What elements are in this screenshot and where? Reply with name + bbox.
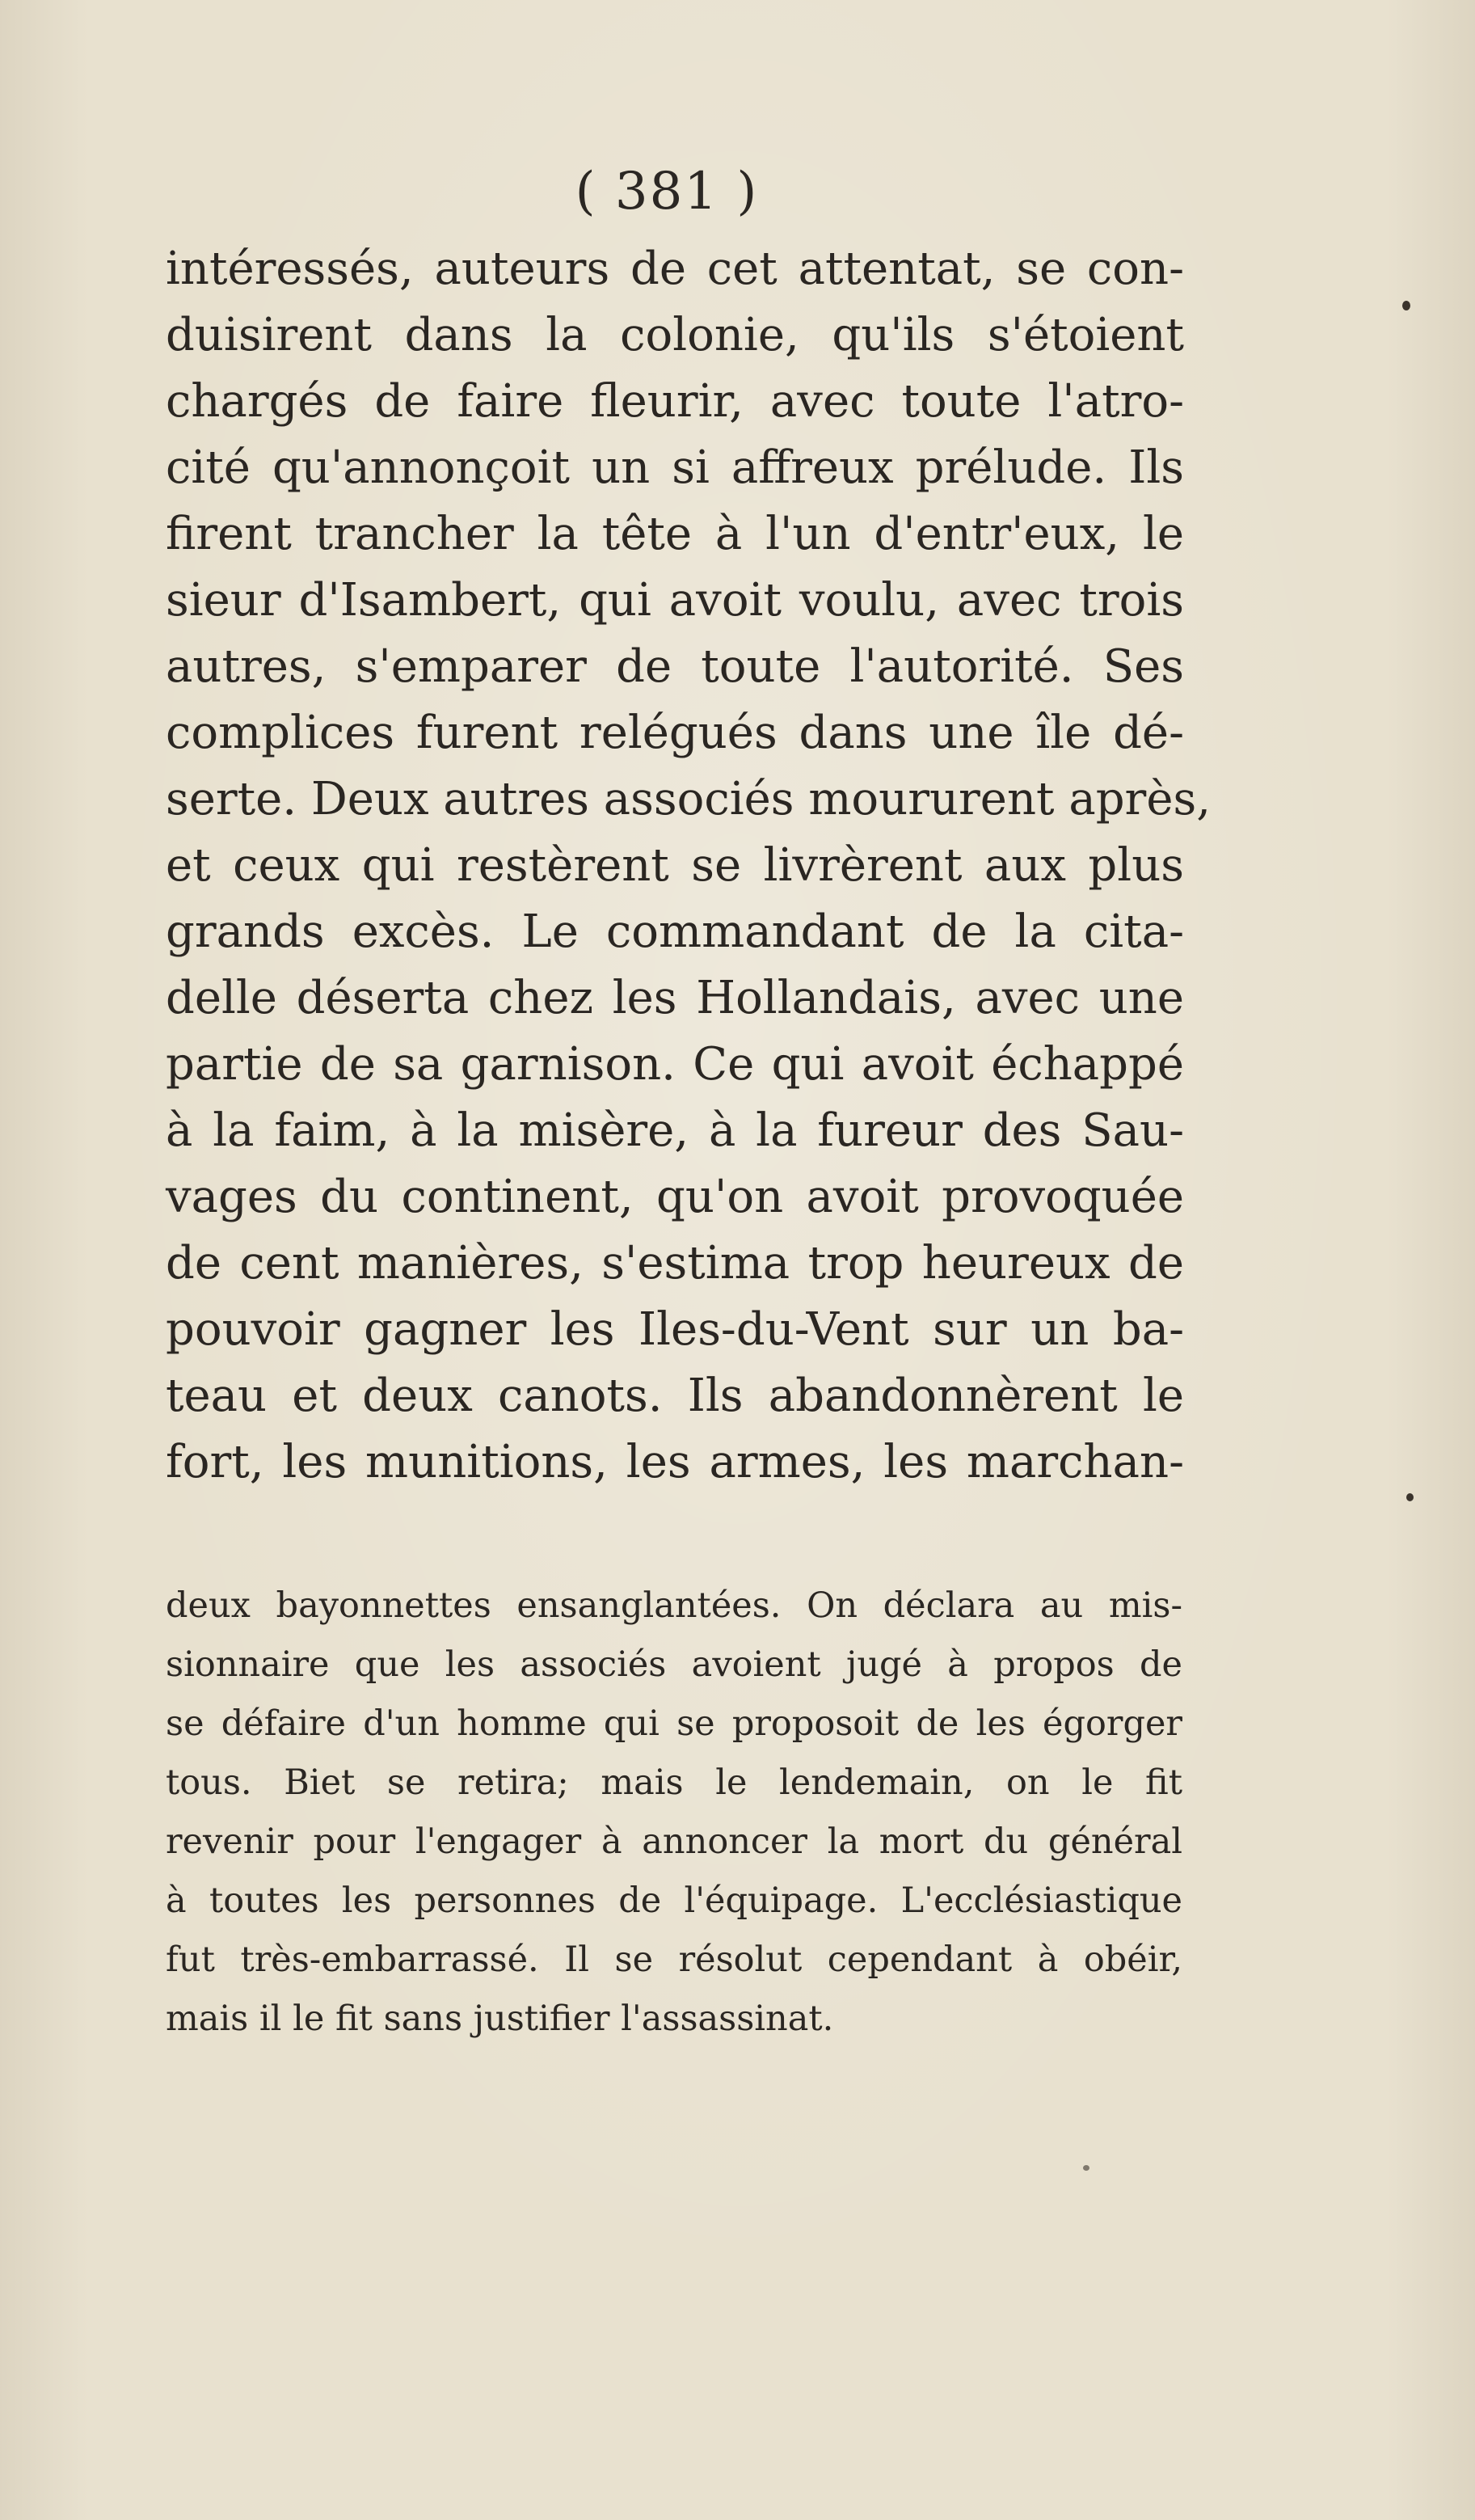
body-line: sieur d'Isambert, qui avoit voulu, avec trois	[166, 574, 1184, 627]
body-line: complices furent relégués dans une île dé-	[166, 707, 1184, 759]
body-line: autres, s'emparer de toute l'autorité. Ses	[166, 640, 1184, 693]
ink-speck	[1402, 301, 1410, 310]
body-line: partie de sa garnison. Ce qui avoit échappé	[166, 1038, 1184, 1091]
footnote-line: mais il le fit sans justifier l'assassinat.	[166, 1999, 834, 2039]
body-line: à la faim, à la misère, à la fureur des Sau-	[166, 1104, 1184, 1157]
body-line: firent trancher la tête à l'un d'entr'eux, le	[166, 508, 1184, 560]
footnote-line: se défaire d'un homme qui se proposoit de les égorger	[166, 1703, 1182, 1744]
body-line: delle déserta chez les Hollandais, avec une	[166, 972, 1184, 1024]
footnote-line: revenir pour l'engager à annoncer la mort du général	[166, 1821, 1182, 1862]
body-line: grands excès. Le commandant de la cita-	[166, 905, 1184, 958]
body-line: de cent manières, s'estima trop heureux de	[166, 1237, 1184, 1290]
body-text	[166, 236, 1212, 1496]
body-line: fort, les munitions, les armes, les marchan-	[166, 1436, 1184, 1488]
body-line: serte. Deux autres associés moururent après,	[166, 773, 1212, 825]
footnote-line: à toutes les personnes de l'équipage. L'ecclésiastique	[166, 1881, 1182, 1921]
footnote-line: deux bayonnettes ensanglantées. On déclara au mis-	[166, 1585, 1182, 1626]
page-number: ( 381 )	[575, 162, 759, 222]
body-line: teau et deux canots. Ils abandonnèrent le	[166, 1370, 1184, 1422]
body-line: vages du continent, qu'on avoit provoquée	[166, 1171, 1184, 1223]
ink-speck	[1406, 1493, 1414, 1501]
body-line: pouvoir gagner les Iles-du-Vent sur un ba-	[166, 1303, 1184, 1356]
body-line: duisirent dans la colonie, qu'ils s'étoient	[166, 309, 1184, 361]
footnote	[166, 1577, 1182, 2049]
body-line: cité qu'annonçoit un si affreux prélude. Ils	[166, 441, 1184, 494]
ink-speck	[1083, 2165, 1089, 2171]
footnote-line: tous. Biet se retira; mais le lendemain, on le fit	[166, 1762, 1182, 1803]
footnote-line: fut très-embarrassé. Il se résolut cependant à obéir,	[166, 1940, 1182, 1980]
body-line: intéressés, auteurs de cet attentat, se con-	[166, 243, 1184, 295]
body-line: chargés de faire fleurir, avec toute l'atro-	[166, 375, 1184, 428]
footnote-line: sionnaire que les associés avoient jugé à propos de	[166, 1644, 1182, 1685]
body-line: et ceux qui restèrent se livrèrent aux plus	[166, 839, 1184, 892]
